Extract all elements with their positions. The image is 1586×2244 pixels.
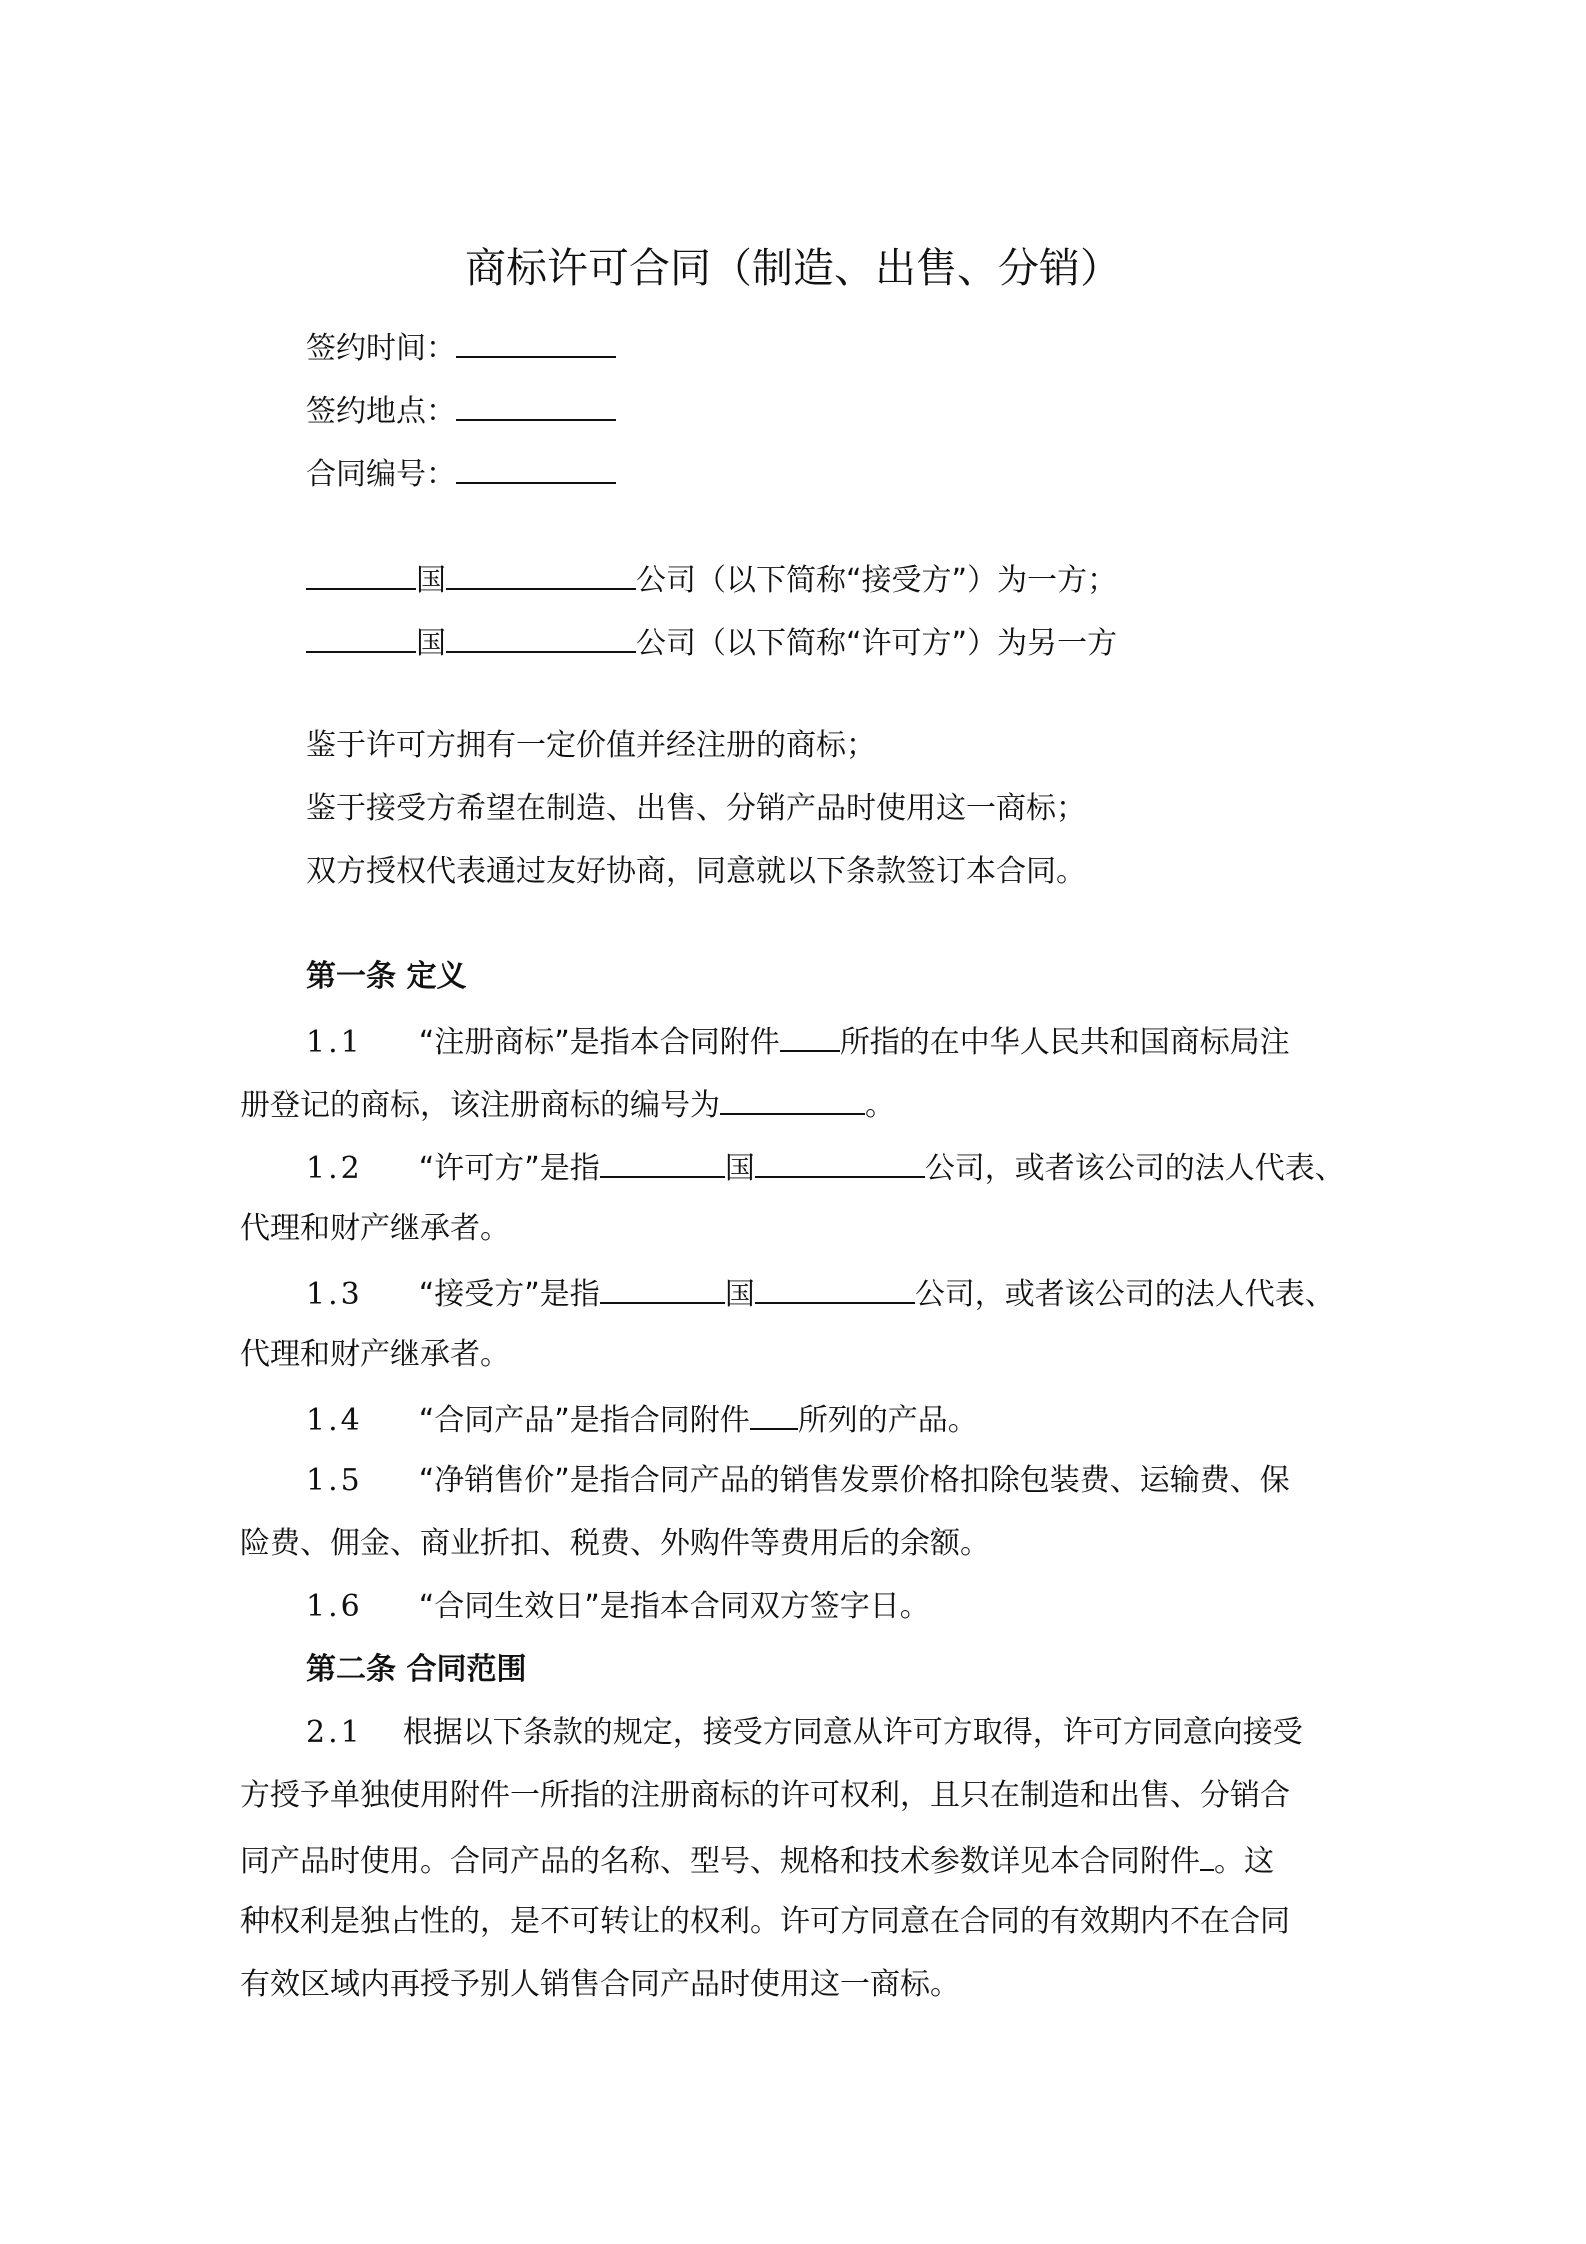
clause-1-3-line-2: 代理和财产继承者。 (240, 1337, 510, 1372)
party-a-country-blank (306, 558, 416, 590)
sign-time-blank (456, 326, 616, 358)
company-blank (755, 1272, 915, 1304)
clause-number: 1.6 (306, 1589, 363, 1624)
clause-1-6 (306, 1587, 930, 1627)
clause-text: 册登记的商标，该注册商标的编号为 (240, 1088, 720, 1123)
party-a-company-blank (446, 558, 636, 590)
clause-text: 公司，或者该公司的法人代表、 (914, 1277, 1335, 1312)
clause-number: 1.3 (306, 1277, 363, 1312)
clause-text: 所列的产品。 (797, 1403, 978, 1438)
clause-number: 1.4 (306, 1403, 363, 1438)
clause-text: “注册商标”是指本合同附件 (418, 1025, 780, 1060)
clause-1-5-line-1 (306, 1461, 1290, 1501)
clause-number: 1.2 (306, 1151, 363, 1186)
party-b-row (306, 621, 1117, 664)
recital-3: 双方授权代表通过友好协商，同意就以下条款签订本合同。 (306, 854, 1086, 889)
clause-2-1-line-1 (306, 1713, 1303, 1753)
clause-text: “合同产品”是指合同附件 (418, 1403, 750, 1438)
clause-number: 1.5 (306, 1463, 363, 1498)
sign-time-row (306, 326, 616, 369)
clause-1-1-line-2 (240, 1083, 895, 1126)
clause-1-4 (306, 1398, 978, 1441)
party-a-company-text: 公司（以下简称“接受方”）为一方； (636, 563, 1118, 598)
clause-2-1-line-5: 有效区域内再授予别人销售合同产品时使用这一商标。 (240, 1967, 960, 2002)
recital-2: 鉴于接受方希望在制造、出售、分销产品时使用这一商标； (306, 791, 1086, 826)
clause-text: 国 (724, 1151, 755, 1186)
sign-place-blank (456, 389, 616, 421)
country-blank (600, 1146, 725, 1178)
clause-text: “接受方”是指 (418, 1277, 600, 1312)
recital-1: 鉴于许可方拥有一定价值并经注册的商标； (306, 728, 876, 763)
clause-text: 。这 (1214, 1844, 1274, 1879)
clause-text: “许可方”是指 (418, 1151, 600, 1186)
attachment-blank (1200, 1839, 1214, 1871)
sign-place-label: 签约地点： (306, 394, 456, 429)
clause-1-2-line-1 (306, 1146, 1345, 1189)
clause-2-1-line-2: 方授予单独使用附件一所指的注册商标的许可权利，且只在制造和出售、分销合 (240, 1778, 1290, 1813)
party-a-row (306, 558, 1117, 601)
clause-text: 。 (865, 1088, 895, 1123)
clause-text: 公司，或者该公司的法人代表、 (924, 1151, 1345, 1186)
clause-2-1-line-4: 种权利是独占性的，是不可转让的权利。许可方同意在合同的有效期内不在合同 (240, 1904, 1290, 1939)
clause-text: 所指的在中华人民共和国商标局注 (839, 1025, 1290, 1060)
attachment-blank (750, 1398, 798, 1430)
party-a-country-label: 国 (416, 563, 446, 598)
clause-1-3-line-1 (306, 1272, 1335, 1315)
registration-number-blank (720, 1083, 865, 1115)
clause-text: 同产品时使用。合同产品的名称、型号、规格和技术参数详见本合同附件 (240, 1844, 1200, 1879)
clause-1-2-line-2: 代理和财产继承者。 (240, 1211, 510, 1246)
clause-2-1-line-3 (240, 1839, 1274, 1882)
clause-number: 2.1 (306, 1715, 363, 1750)
clause-text: “合同生效日”是指本合同双方签字日。 (418, 1589, 930, 1624)
article-2-heading: 第二条 合同范围 (306, 1652, 527, 1687)
contract-no-blank (456, 452, 616, 484)
clause-number: 1.1 (306, 1025, 363, 1060)
party-b-company-text: 公司（以下简称“许可方”）为另一方 (636, 626, 1118, 661)
clause-text: 根据以下条款的规定，接受方同意从许可方取得，许可方同意向接受 (402, 1715, 1303, 1750)
clause-text: “净销售价”是指合同产品的销售发票价格扣除包装费、运输费、保 (418, 1463, 1290, 1498)
contract-title: 商标许可合同（制造、出售、分销） (465, 244, 1121, 292)
party-b-country-blank (306, 621, 416, 653)
clause-text: 国 (724, 1277, 755, 1312)
article-1-heading: 第一条 定义 (306, 959, 467, 994)
clause-1-1-line-1 (306, 1020, 1290, 1063)
company-blank (755, 1146, 925, 1178)
sign-time-label: 签约时间： (306, 331, 456, 366)
contract-no-row (306, 452, 616, 495)
clause-1-5-line-2: 险费、佣金、商业折扣、税费、外购件等费用后的余额。 (240, 1526, 990, 1561)
attachment-blank (780, 1020, 840, 1052)
party-b-company-blank (446, 621, 636, 653)
party-b-country-label: 国 (416, 626, 446, 661)
country-blank (600, 1272, 725, 1304)
contract-no-label: 合同编号： (306, 457, 456, 492)
sign-place-row (306, 389, 616, 432)
